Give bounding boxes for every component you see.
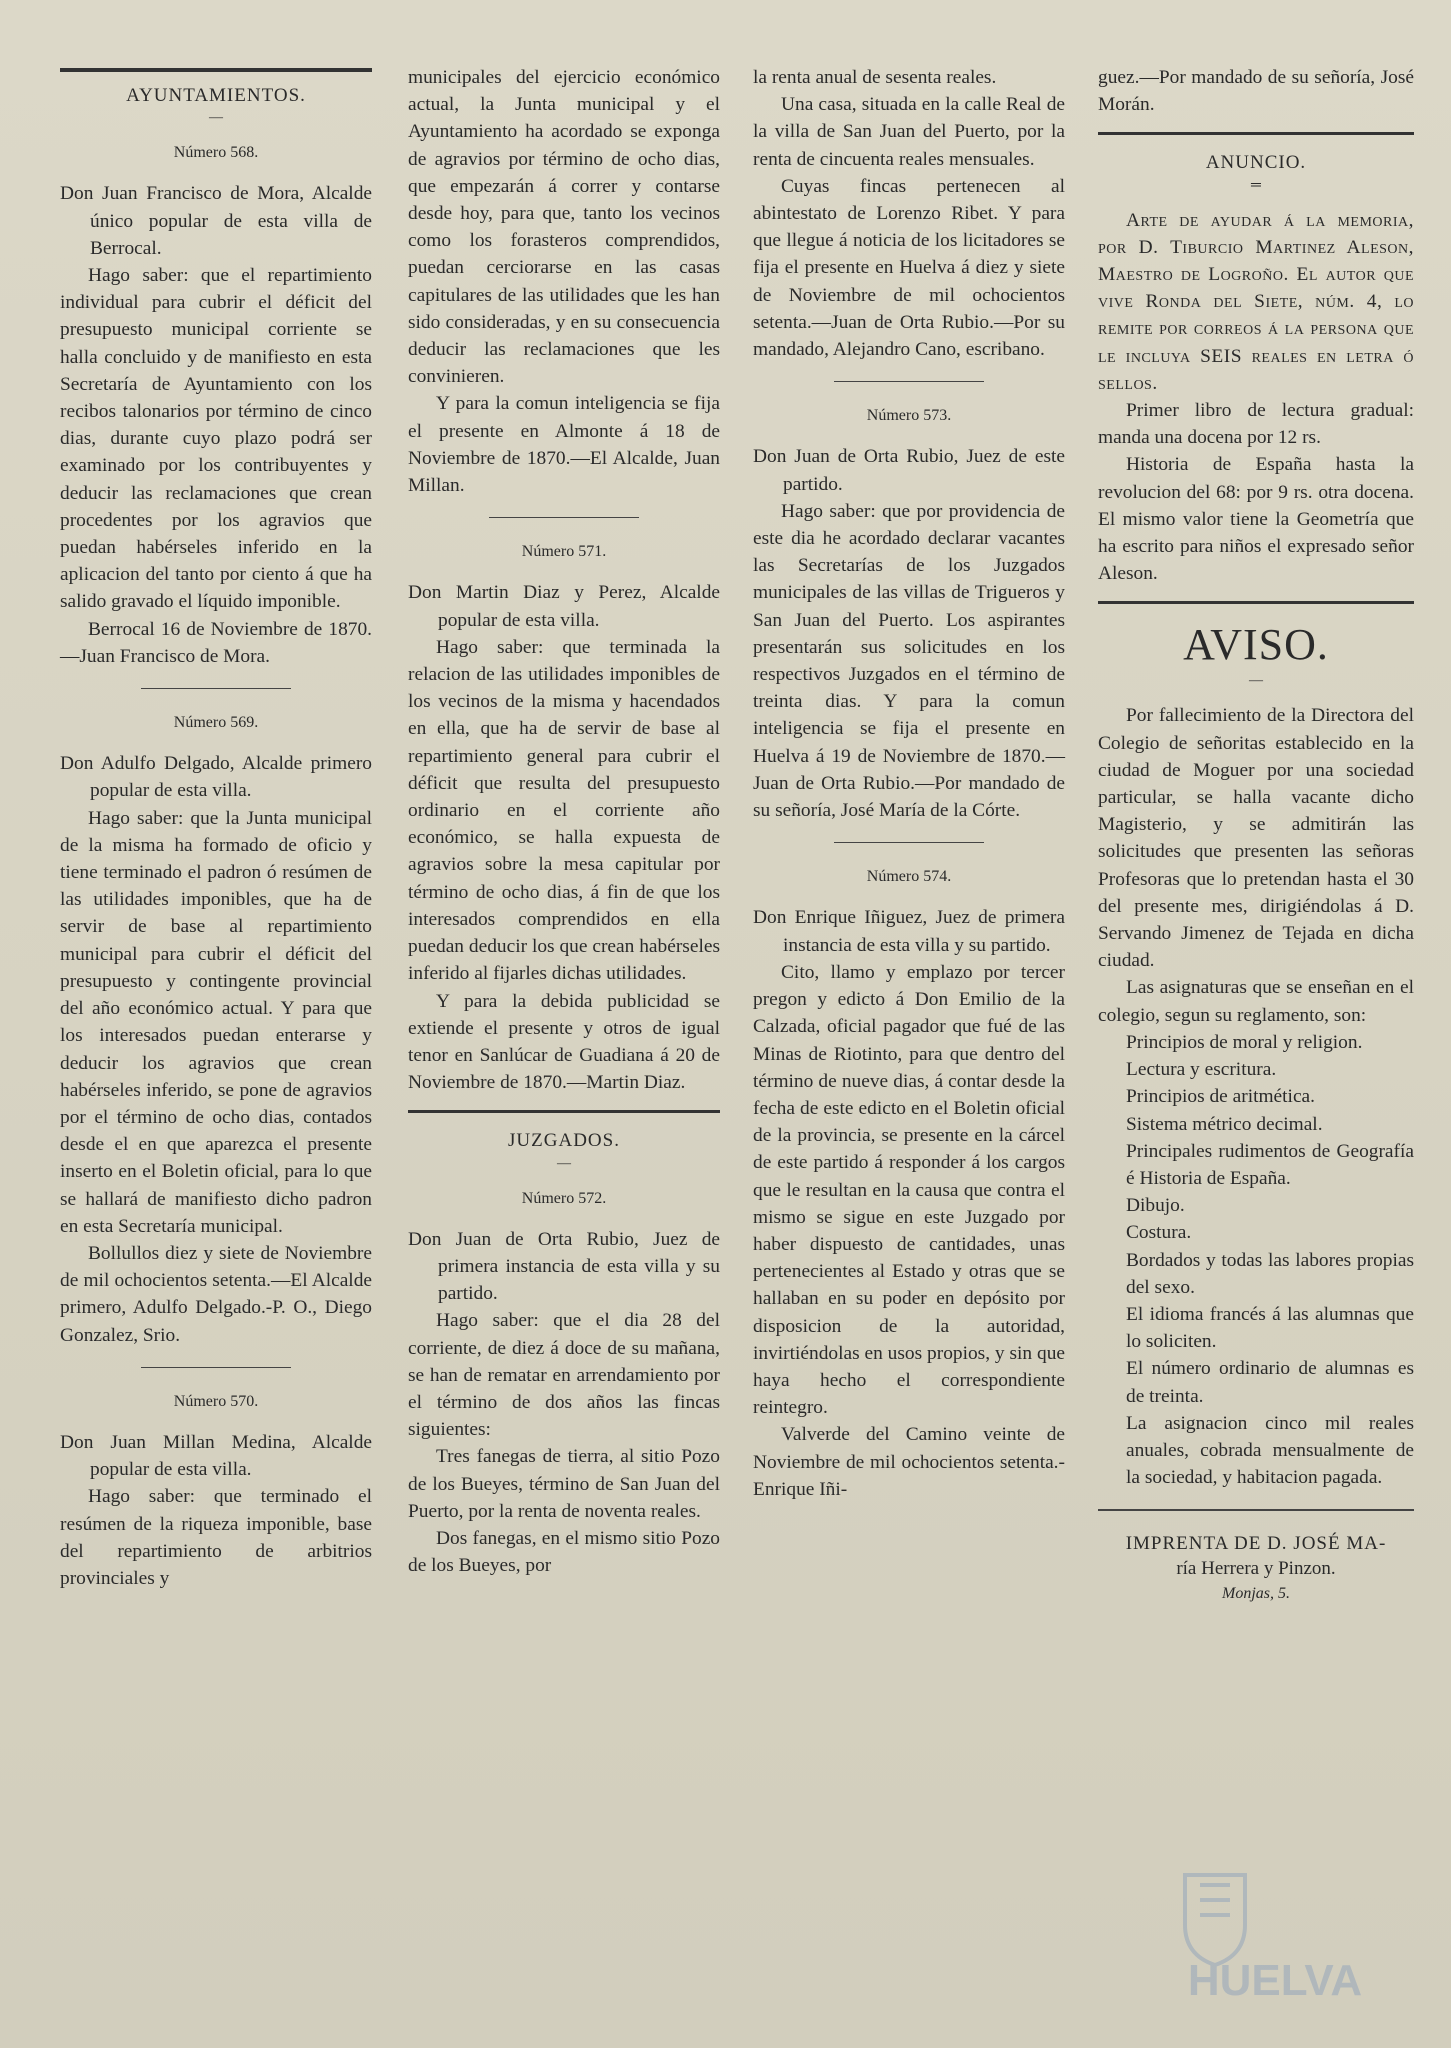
- notice-569-body: Hago saber: que la Junta municipal de la misma ha formado de oficio y tiene terminado el padron ó resúmen de las utilidades imponibles, que ha de servir de base al repartimiento municipal para cubrir el déficit del presupuesto y contingente provincial del año económico actual. Y para que los interesados puedan enterarse y deducir los agravios que crean habérseles inferido, se pone de agravios por el término de ocho dias, contados desde el en que aparezca el presente inserto en el Boletin oficial, para lo que se hallará de manifiesto dicho padron en esta Secretaría municipal.: [60, 807, 372, 1237]
- dash-divider: —: [209, 110, 223, 126]
- column-4: [1098, 64, 1414, 1606]
- notice-573-body: Hago saber: que por providencia de este dia he acordado declarar vacantes las Secretarías de los Juzgados municipales de las villas de Trigueros y San Juan del Puerto. Los aspirantes presentarán sus solicitudes en los respectivos Juzgados en el término de treinta dias. Y para la comun inteligencia se fija el presente en Huelva á 19 de Noviembre de 1870.—Juan de Orta Rubio.—Por mandado de su señoría, José María de la Córte.: [753, 500, 1065, 822]
- notice-568-signature: Berrocal 16 de Noviembre de 1870.—Juan Francisco de Mora.: [60, 618, 372, 667]
- notice-568-heading: Don Juan Francisco de Mora, Alcalde único popular de esta villa de Berrocal.: [60, 183, 372, 259]
- notice-568-body: Hago saber: que el repartimiento individual para cubrir el déficit del presupuesto municipal corriente se halla concluido y de manifiesto en esta Secretaría de Ayuntamiento con los recibos talonarios por término de cinco dias, durante cuyo plazo podrá ser examinado por los contribuyentes y deducir las reclamaciones que crean procedentes por los agravios que puedan habérseles inferido en la aplicacion del tanto por ciento á que ha salido gravado el líquido imponible.: [60, 265, 372, 613]
- notice-number-569: Número 569.: [173, 714, 259, 732]
- subject-item: El número ordinario de alumnas es de treinta.: [1126, 1358, 1414, 1407]
- imprint-line-2: ría Herrera y Pinzon.: [1176, 1558, 1336, 1580]
- separator: [834, 381, 984, 382]
- dash-divider: —: [557, 1155, 571, 1171]
- subject-item: La asignacion cinco mil reales anuales, cobrada mensualmente de la sociedad, y habitacion pagada.: [1126, 1412, 1414, 1489]
- separator: [489, 517, 639, 518]
- notice-572-item-3: Una casa, situada en la calle Real de la villa de San Juan del Puerto, por la renta de cincuenta reales mensuales.: [753, 94, 1065, 170]
- notice-number-574: Número 574.: [866, 868, 952, 886]
- subject-item: El idioma francés á las alumnas que lo soliciten.: [1126, 1303, 1414, 1353]
- stamp-lettering: HUELVA: [1187, 1956, 1363, 2005]
- notice-572-item-1: Tres fanegas de tierra, al sitio Pozo de los Bueyes, término de San Juan del Puerto, por la renta de noventa reales.: [408, 1446, 720, 1522]
- shield-shape: [1185, 1875, 1245, 1965]
- dash-divider: —: [1249, 673, 1263, 689]
- notice-number-571: Número 571.: [521, 543, 607, 561]
- advert-arte-memoria: [1098, 207, 1414, 397]
- notice-number-568: Número 568.: [173, 144, 259, 162]
- notice-572-heading: Don Juan de Orta Rubio, Juez de primera instancia de esta villa y su partido.: [408, 1228, 720, 1305]
- notice-569-signature: Bollullos diez y siete de Noviembre de mil ochocientos setenta.—El Alcalde primero, Adulfo Delgado.-P. O., Diego Gonzalez, Srio.: [60, 1242, 372, 1346]
- notice-572-item-2: Dos fanegas, en el mismo sitio Pozo de los Bueyes, por: [408, 1527, 720, 1577]
- section-title-juzgados: JUZGADOS.: [508, 1130, 620, 1152]
- subject-item: Principios de moral y religion.: [1126, 1031, 1363, 1053]
- notice-573-heading: Don Juan de Orta Rubio, Juez de este partido.: [753, 446, 1065, 495]
- aviso-subjects-intro: Las asignaturas que se enseñan en el colegio, segun su reglamento, son:: [1098, 977, 1414, 1026]
- column-1: [60, 60, 372, 1592]
- notice-572-body: Hago saber: que el dia 28 del corriente, de diez á doce de su mañana, se han de rematar en arrendamiento por el término de dos años las fincas siguientes:: [408, 1310, 720, 1441]
- library-watermark-stamp: [1145, 1855, 1375, 2005]
- notice-570-continued: municipales del ejercicio económico actual, la Junta municipal y el Ayuntamiento ha acordado se exponga de agravios por término de ocho dias, que empezarán á correr y contarse desde hoy, para que, tanto los vecinos como los forasteros comprendidos, puedan cerciorarse en las casas capitulares de las utilidades que les han sido consideradas, y en su consecuencia deducir las reclamaciones que les convinieren.: [408, 67, 720, 388]
- notice-571-signature: Y para la debida publicidad se extiende el presente y otros de igual tenor en Sanlúcar de Guadiana á 20 de Noviembre de 1870.—Martin Diaz.: [408, 990, 720, 1094]
- notice-570-body: Hago saber: que terminado el resúmen de la riqueza imponible, base del repartimiento de arbitrios provinciales y: [60, 1486, 372, 1589]
- subject-item: Costura.: [1126, 1222, 1192, 1244]
- advert-arte-memoria-text: Arte de ayudar á la memoria, por D. Tiburcio Martinez Aleson, Maestro de Logroño. El autor que vive Ronda del Siete, núm. 4, lo remite por correos á la persona que le incluya SEIS reales en letra ó sellos.: [1098, 209, 1414, 394]
- notice-number-572: Número 572.: [521, 1189, 607, 1207]
- separator: [834, 842, 984, 843]
- aviso-title: AVISO.: [1183, 620, 1329, 670]
- column-2: [408, 64, 720, 1579]
- notice-574-body: Cito, llamo y emplazo por tercer pregon y edicto á Don Emilio de la Calzada, oficial pagador que fué de las Minas de Riotinto, para que dentro del término de nueve dias, á contar desde la fecha de este edicto en el Boletin oficial de la provincia, se presente en la cárcel de este partido á responder á los cargos que le resultan en la causa que contra el mismo se sigue en este Juzgado por haber dispuesto de cantidades, unas pertenecientes al Estado y otras que se hallaban en su poder en depósito por disposicion de la autoridad, invirtiéndolas en usos propios, y sin que haya hecho el correspondiente reintegro.: [753, 961, 1065, 1419]
- subjects-list: [1098, 1029, 1414, 1491]
- notice-569-heading: Don Adulfo Delgado, Alcalde primero popular de esta villa.: [60, 753, 372, 802]
- subject-item: Bordados y todas las labores propias del sexo.: [1126, 1249, 1414, 1298]
- notice-571-heading: Don Martin Diaz y Perez, Alcalde popular de esta villa.: [408, 582, 720, 631]
- notice-572-signature: Cuyas fincas pertenecen al abintestato de Lorenzo Ribet. Y para que llegue á noticia de los licitadores se fija el presente en Huelva á diez y siete de Noviembre de mil ochocientos setenta.—Juan de Orta Rubio.—Por su mandado, Alejandro Cano, escribano.: [753, 175, 1065, 361]
- subject-item: Sistema métrico decimal.: [1126, 1113, 1323, 1135]
- notice-570-heading: Don Juan Millan Medina, Alcalde popular de esta villa.: [60, 1431, 372, 1481]
- subject-item: Principales rudimentos de Geografía é Historia de España.: [1126, 1140, 1414, 1189]
- section-title-anuncio: ANUNCIO.: [1205, 152, 1307, 174]
- subject-item: Dibujo.: [1126, 1195, 1185, 1217]
- advert-primer-libro: Primer libro de lectura gradual: manda una docena por 12 rs.: [1098, 400, 1414, 449]
- notice-number-570: Número 570.: [173, 1392, 259, 1410]
- advert-historia-espana: Historia de España hasta la revolucion del 68: por 9 rs. otra docena. El mismo valor tiene la Geometría que ha escrito para niños el expresado señor Aleson.: [1098, 454, 1414, 585]
- double-dash-divider: ═: [1251, 177, 1261, 193]
- shield-lines: [1200, 1885, 1230, 1915]
- subject-item: Principios de aritmética.: [1126, 1086, 1316, 1108]
- notice-572-continued: la renta anual de sesenta reales.: [753, 67, 997, 88]
- notice-571-body: Hago saber: que terminada la relacion de las utilidades imponibles de los vecinos de la misma y hacendados en ella, que ha de servir de base al repartimiento general para cubrir el déficit que resulta del presupuesto ordinario en el corriente año económico, se halla expuesta de agravios sobre la mesa capitular por término de ocho dias, á fin de que los interesados comprendidos en ella puedan deducir los que crean habérseles inferido al fijarles dichas utilidades.: [408, 636, 720, 985]
- section-rule: [1098, 601, 1414, 604]
- section-rule: [1098, 132, 1414, 135]
- notice-570-signature: Y para la comun inteligencia se fija el presente en Almonte á 18 de Noviembre de 1870.—El Alcalde, Juan Millan.: [408, 393, 720, 497]
- notice-number-573: Número 573.: [866, 407, 952, 425]
- notice-574-continued: guez.—Por mandado de su señoría, José Morán.: [1098, 67, 1414, 116]
- section-title-ayuntamientos: AYUNTAMIENTOS.: [126, 85, 306, 106]
- section-rule: [408, 1110, 720, 1113]
- top-rule: [60, 68, 372, 72]
- column-3: [753, 64, 1065, 1503]
- separator: [141, 1367, 291, 1368]
- separator: [1098, 1509, 1414, 1511]
- separator: [141, 688, 291, 689]
- imprint-line-1: IMPRENTA DE D. JOSÉ MA-: [1125, 1533, 1387, 1555]
- notice-574-heading: Don Enrique Iñiguez, Juez de primera instancia de esta villa y su partido.: [753, 907, 1065, 956]
- imprint-address: Monjas, 5.: [1222, 1585, 1290, 1603]
- notice-574-signature: Valverde del Camino veinte de Noviembre de mil ochocientos setenta.-Enrique Iñi-: [753, 1424, 1065, 1500]
- aviso-body: Por fallecimiento de la Directora del Colegio de señoritas establecido en la ciudad de Moguer por una sociedad particular, se halla vacante dicho Magisterio, y se admitirán las solicitudes que presenten las señoras Profesoras que lo pretendan hasta el 30 del presente mes, dirigiéndolas á D. Servando Jimenez de Tejada en dicha ciudad.: [1098, 705, 1414, 972]
- printer-imprint: [1098, 1531, 1414, 1606]
- subject-item: Lectura y escritura.: [1126, 1059, 1277, 1081]
